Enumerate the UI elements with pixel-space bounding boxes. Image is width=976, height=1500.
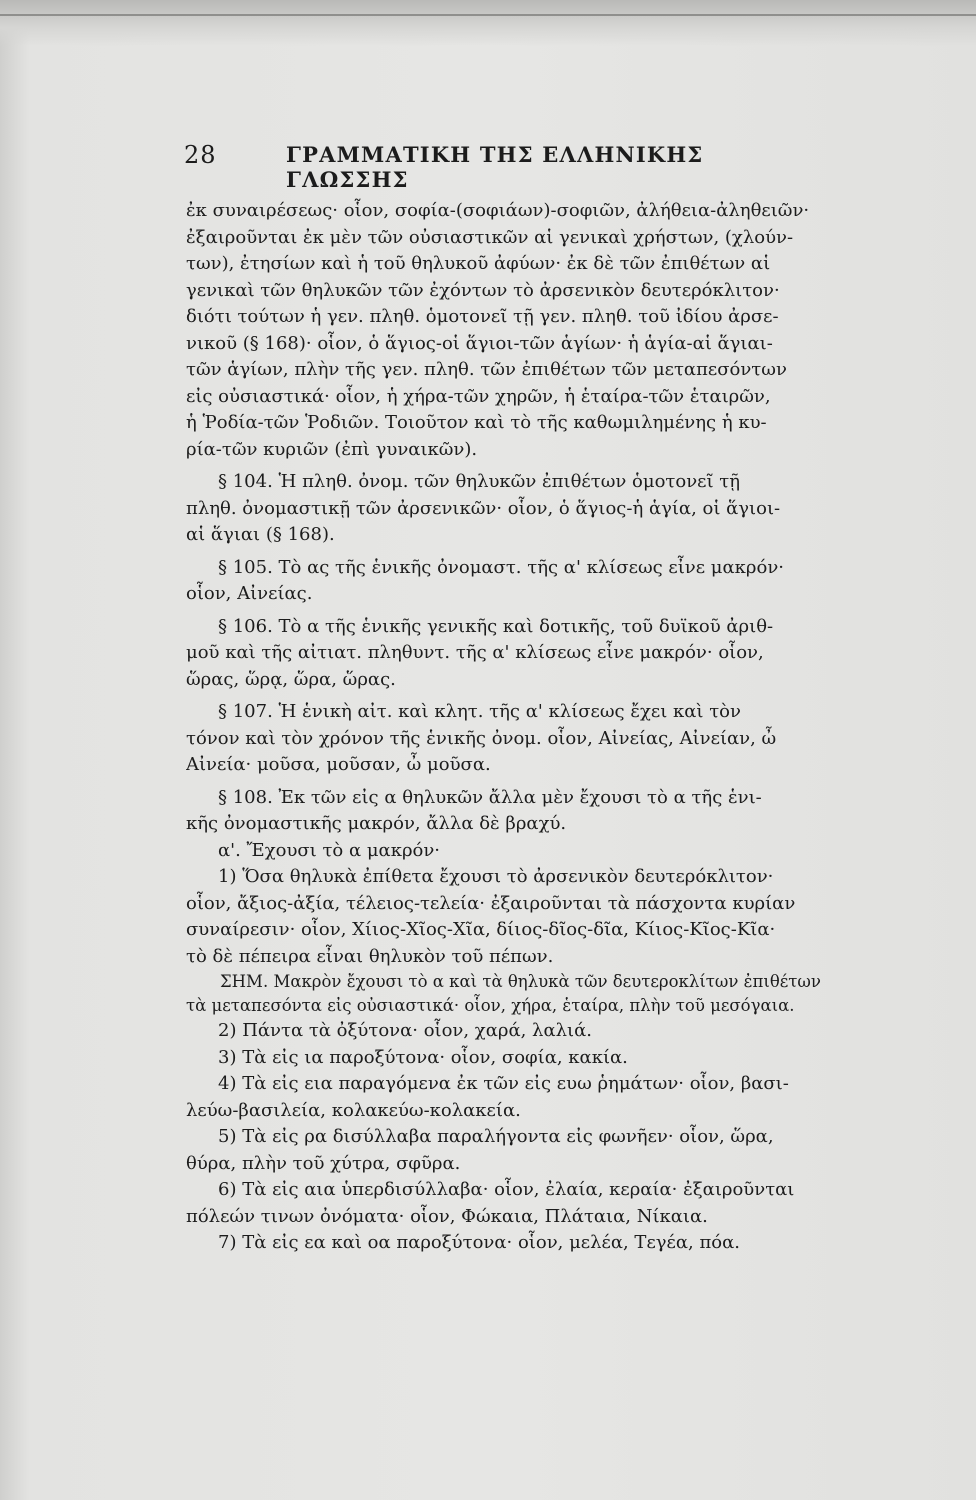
text-line: τόνον καὶ τὸν χρόνον τῆς ἑνικῆς ὀνομ. οἷον, Αἰνείας, Αἰνείαν, ὦ: [186, 727, 777, 749]
rule-5-line: 5) Τὰ εἰς ρα δισύλλαβα παραλήγοντα εἰς φωνῆεν· οἷον, ὥρα,: [218, 1126, 774, 1147]
text-line: θύρα, πλὴν τοῦ χύτρα, σφῦρα.: [186, 1152, 461, 1174]
rule-2-line: 2) Πάντα τὰ ὀξύτονα· οἷον, χαρά, λαλιά.: [218, 1020, 592, 1041]
running-title: ΓΡΑΜΜΑΤΙΚΗ ΤΗΣ ΕΛΛΗΝΙΚΗΣ ΓΛΩΣΣΗΣ: [286, 142, 704, 192]
top-rule: [0, 14, 976, 16]
text-line: τὸ δὲ πέπειρα εἶναι θηλυκὸν τοῦ πέπων.: [186, 945, 554, 967]
text-line: πληθ. ὀνομαστικῇ τῶν ἀρσενικῶν· οἷον, ὁ ἅγιος-ἡ ἁγία, οἱ ἅγιοι-: [186, 497, 781, 519]
note-line: ΣΗΜ. Μακρὸν ἔχουσι τὸ α καὶ τὰ θηλυκὰ τῶν δευτεροκλίτων ἐπιθέτων: [220, 972, 821, 991]
text-line: ρία-τῶν κυριῶν (ἐπὶ γυναικῶν).: [186, 438, 478, 460]
page-number: 28: [184, 141, 217, 169]
text-line: ὥρας, ὥρᾳ, ὥρα, ὥρας.: [186, 668, 396, 690]
text-line: αἱ ἅγιαι (§ 168).: [186, 524, 335, 545]
text-line: ἐξαιροῦνται ἐκ μὲν τῶν οὐσιαστικῶν αἱ γενικαὶ χρήστων, (χλούν-: [186, 226, 794, 248]
text-line: πόλεών τινων ὀνόματα· οἷον, Φώκαια, Πλάταια, Νίκαια.: [186, 1205, 708, 1227]
note-line: τὰ μεταπεσόντα εἰς οὐσιαστικά· οἷον, χήρα, ἑταίρα, πλὴν τοῦ μεσόγαια.: [186, 996, 795, 1015]
section-107-line: § 107. Ἡ ἑνικὴ αἰτ. καὶ κλητ. τῆς α' κλίσεως ἔχει καὶ τὸν: [218, 701, 741, 722]
section-104-line: § 104. Ἡ πληθ. ὀνομ. τῶν θηλυκῶν ἐπιθέτων ὁμοτονεῖ τῇ: [218, 471, 740, 492]
section-105-line: § 105. Τὸ ας τῆς ἑνικῆς ὀνομαστ. τῆς α' κλίσεως εἶνε μακρόν·: [218, 556, 784, 578]
text-line: εἰς οὐσιαστικά· οἷον, ἡ χήρα-τῶν χηρῶν, ἡ ἑταίρα-τῶν ἑταιρῶν,: [186, 385, 771, 407]
page-header: [184, 141, 784, 192]
rule-4-line: 4) Τὰ εἰς εια παραγόμενα ἐκ τῶν εἰς ευω ῥημάτων· οἷον, βασι-: [218, 1073, 789, 1094]
text-line: Αἰνεία· μοῦσα, μοῦσαν, ὦ μοῦσα.: [186, 754, 491, 775]
section-108-line: § 108. Ἐκ τῶν εἰς α θηλυκῶν ἄλλα μὲν ἔχουσι τὸ α τῆς ἑνι-: [218, 786, 762, 808]
text-line: συναίρεσιν· οἷον, Χίιος-Χῖος-Χῖα, δίιος-δῖος-δῖα, Κίιος-Κῖος-Κῖα·: [186, 919, 776, 940]
text-line: κῆς ὀνομαστικῆς μακρόν, ἄλλα δὲ βραχύ.: [186, 813, 567, 834]
rule-1-line: 1) Ὅσα θηλυκὰ ἐπίθετα ἔχουσι τὸ ἀρσενικὸν δευτερόκλιτον·: [218, 866, 774, 887]
rule-3-line: 3) Τὰ εἰς ια παροξύτονα· οἷον, σοφία, κακία.: [218, 1046, 628, 1068]
text-line: λεύω-βασιλεία, κολακεύω-κολακεία.: [186, 1099, 521, 1121]
text-line: οἷον, Αἰνείας.: [186, 583, 313, 604]
rule-6-line: 6) Τὰ εἰς αια ὑπερδισύλλαβα· οἷον, ἐλαία, κεραία· ἐξαιροῦνται: [218, 1179, 795, 1200]
section-106-line: § 106. Τὸ α τῆς ἑνικῆς γενικῆς καὶ δοτικῆς, τοῦ δυϊκοῦ ἀριθ-: [218, 615, 774, 637]
text-line: γενικαὶ τῶν θηλυκῶν τῶν ἐχόντων τὸ ἀρσενικὸν δευτερόκλιτον·: [186, 279, 780, 301]
text-line: των), ἐτησίων καὶ ἡ τοῦ θηλυκοῦ ἀφύων· ἐκ δὲ τῶν ἐπιθέτων αἱ: [186, 253, 771, 274]
text-line: μοῦ καὶ τῆς αἰτιατ. πληθυντ. τῆς α' κλίσεως εἶνε μακρόν· οἷον,: [186, 642, 764, 663]
text-line: ἡ Ῥοδία-τῶν Ῥοδιῶν. Τοιοῦτον καὶ τὸ τῆς καθωμιλημένης ἡ κυ-: [186, 412, 767, 433]
text-line: τῶν ἁγίων, πλὴν τῆς γεν. πληθ. τῶν ἐπιθέτων τῶν μεταπεσόντων: [186, 359, 787, 380]
text-line: οἷον, ἄξιος-ἀξία, τέλειος-τελεία· ἐξαιροῦνται τὰ πάσχοντα κυρίαν: [186, 892, 796, 914]
text-line: διότι τούτων ἡ γεν. πληθ. ὁμοτονεῖ τῇ γεν. πληθ. τοῦ ἰδίου ἀρσε-: [186, 306, 779, 327]
rule-7-line: 7) Τὰ εἰς εα καὶ οα παροξύτονα· οἷον, μελέα, Τεγέα, πόα.: [218, 1232, 740, 1253]
top-edge-shadow: [0, 0, 976, 46]
text-line: ἐκ συναιρέσεως· οἷον, σοφία-(σοφιάων)-σοφιῶν, ἀλήθεια-ἀληθειῶν·: [186, 200, 810, 221]
text-body: [186, 198, 892, 1257]
subsection-a-line: α'. Ἔχουσι τὸ α μακρόν·: [218, 839, 441, 861]
text-line: νικοῦ (§ 168)· οἷον, ὁ ἅγιος-οἱ ἅγιοι-τῶν ἁγίων· ἡ ἁγία-αἱ ἅγιαι-: [186, 332, 773, 354]
